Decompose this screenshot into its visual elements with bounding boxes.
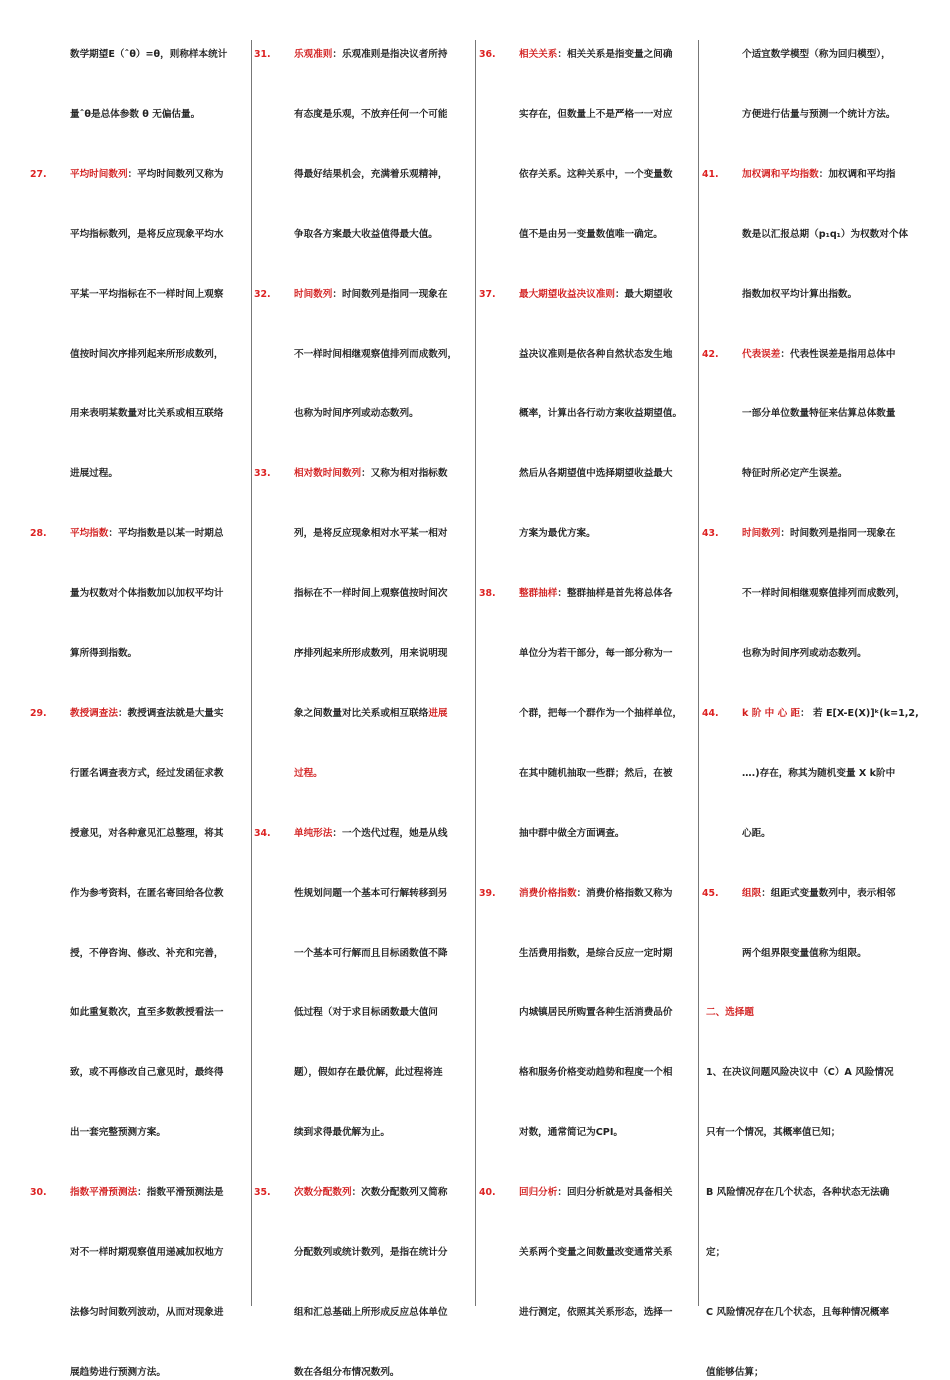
item-number: 41. bbox=[702, 168, 719, 180]
definition-text: 心距。 bbox=[742, 827, 771, 839]
definition-first-line bbox=[294, 1186, 474, 1200]
definition-text: ：相关关系是指变量之间确 bbox=[557, 49, 673, 60]
term-label: 乐观准则 bbox=[294, 49, 333, 60]
definition-text: 数是以汇报总期（p₁q₁）为权数对个体 bbox=[742, 228, 909, 240]
item-number: 33. bbox=[254, 468, 271, 480]
definition-text: 对不一样时期观察值用递减加权地方 bbox=[70, 1247, 224, 1258]
term-label: 代表误差 bbox=[742, 348, 781, 360]
item-number: 42. bbox=[702, 348, 719, 360]
term-label: 平均指数 bbox=[70, 528, 109, 540]
definition-text: 进行测定，依照其关系形态，选择一 bbox=[519, 1306, 673, 1318]
item-number: 39. bbox=[479, 887, 496, 899]
definition-first-line bbox=[70, 1186, 251, 1200]
definition-text: ：最大期望收 bbox=[614, 288, 673, 300]
term-label: 组限 bbox=[742, 887, 762, 899]
definition-text: ：平均时间数列又称为 bbox=[127, 168, 224, 180]
definition-text: 方便进行估量与预测一个统计方法。 bbox=[742, 108, 896, 120]
definition-first-line bbox=[294, 288, 474, 302]
definition-text: 生活费用指数，是综合反应一定时期 bbox=[519, 947, 673, 959]
definition-text: 也称为时间序列或动态数列。 bbox=[294, 408, 419, 420]
definition-text: 值按时间次序排列起来所形成数列， bbox=[70, 348, 224, 360]
definition-text: 不一样时间相继观察值排列而成数列， bbox=[294, 348, 458, 360]
definition-first-line bbox=[742, 348, 920, 362]
definition-first-line bbox=[519, 1186, 698, 1200]
term-label: 加权调和平均指数 bbox=[742, 168, 819, 180]
column-1 bbox=[30, 40, 251, 1378]
question-text: 只有一个情况，其概率值已知； bbox=[706, 1127, 841, 1139]
definition-text: ….)存在，称其为随机变量 X k阶中 bbox=[742, 767, 896, 779]
column-2 bbox=[254, 40, 474, 1378]
item-number: 37. bbox=[479, 288, 496, 300]
definition-text: 指标在不一样时间上观察值按时间次 bbox=[294, 588, 448, 600]
section-heading: 二、选择题 bbox=[706, 1007, 754, 1019]
definition-text bbox=[294, 707, 474, 721]
definition-text: 性规划问题一个基本可行解转移到另 bbox=[294, 887, 448, 899]
definition-text: ：次数分配数列又简称 bbox=[351, 1187, 448, 1199]
definition-first-line bbox=[70, 527, 251, 541]
definition-text: 平某一平均指标在不一样时间上观察 bbox=[70, 288, 224, 300]
definition-text: 授意见，对各种意见汇总整理，将其 bbox=[70, 827, 224, 839]
definition-first-line bbox=[294, 467, 474, 481]
item-number: 31. bbox=[254, 49, 271, 60]
item-number: 45. bbox=[702, 887, 719, 899]
item-number: 34. bbox=[254, 827, 271, 839]
definition-text: 序排列起来所形成数列，用来说明现 bbox=[294, 648, 448, 659]
definition-first-line bbox=[742, 887, 920, 901]
term-label: 教授调查法 bbox=[70, 707, 118, 719]
definition-first-line bbox=[519, 887, 698, 901]
definition-text: ：指数平滑预测法是 bbox=[137, 1187, 224, 1199]
definition-first-line bbox=[294, 48, 474, 62]
definition-text: 概率，计算出各行动方案收益期望值。 bbox=[519, 408, 683, 420]
definition-text: 争取各方案最大收益值得最大值。 bbox=[294, 228, 438, 240]
column-divider bbox=[698, 40, 699, 1306]
term-label: k 阶 中 心 距 bbox=[742, 707, 801, 719]
term-label: 次数分配数列 bbox=[294, 1187, 352, 1199]
definition-first-line bbox=[519, 288, 698, 302]
item-number: 38. bbox=[479, 588, 496, 600]
definition-text: ：消费价格指数又称为 bbox=[576, 887, 673, 899]
definition-text: ：代表性误差是指用总体中 bbox=[780, 348, 896, 360]
definition-text: 组和汇总基础上所形成反应总体单位 bbox=[294, 1306, 448, 1318]
definition-text: 然后从各期望值中选择期望收益最大 bbox=[519, 468, 673, 480]
definition-text: ：时间数列是指同一现象在 bbox=[780, 528, 896, 540]
definition-text: 值不是由另一变量数值唯一确定。 bbox=[519, 228, 663, 240]
term-label: 时间数列 bbox=[742, 528, 781, 540]
definition-text: 内城镇居民所购置各种生活消费品价 bbox=[519, 1007, 673, 1019]
definition-text: 两个组界限变量值称为组限。 bbox=[742, 947, 867, 959]
item-number: 28. bbox=[30, 528, 47, 540]
item-number: 36. bbox=[479, 49, 496, 60]
definition-text: 对数，通常简记为CPI。 bbox=[519, 1127, 623, 1139]
item-number: 40. bbox=[479, 1187, 496, 1199]
question-text: C 风险情况存在几个状态，且每种情况概率 bbox=[706, 1306, 890, 1318]
column-divider bbox=[251, 40, 252, 1306]
definition-text: 过程。 bbox=[294, 767, 323, 779]
term-label: 相对数时间数列 bbox=[294, 468, 362, 480]
definition-text: 致，或不再修改自己意见时，最终得 bbox=[70, 1067, 224, 1079]
definition-first-line bbox=[742, 707, 920, 721]
definition-text: 抽中群中做全方面调查。 bbox=[519, 827, 625, 839]
definition-first-line bbox=[294, 827, 474, 841]
question-text: 值能够估算； bbox=[706, 1366, 764, 1378]
definition-text: 低过程（对于求目标函数最大值问 bbox=[294, 1007, 438, 1019]
term-label: 整群抽样 bbox=[519, 588, 558, 600]
item-number: 32. bbox=[254, 288, 271, 300]
definition-text: 展趋势进行预测方法。 bbox=[70, 1366, 166, 1378]
definition-text: 个适宜数学模型（称为回归模型）， bbox=[742, 49, 891, 60]
highlighted-text: 进展 bbox=[428, 707, 448, 719]
definition-text: 行匿名调查表方式，经过发函征求教 bbox=[70, 767, 224, 779]
definition-text: 法修匀时间数列波动，从而对现象进 bbox=[70, 1306, 224, 1318]
term-label: 消费价格指数 bbox=[519, 887, 577, 899]
definition-text: ：组距式变量数列中，表示相邻 bbox=[761, 887, 896, 899]
definition-text: 平均指标数列，是将反应现象平均水 bbox=[70, 228, 224, 240]
definition-text: 依存关系。这种关系中，一个变量数 bbox=[519, 168, 673, 180]
definition-text: 格和服务价格变动趋势和程度一个相 bbox=[519, 1067, 673, 1079]
item-number: 27. bbox=[30, 168, 47, 180]
item-number: 35. bbox=[254, 1187, 271, 1199]
definition-first-line bbox=[742, 527, 920, 541]
column-divider bbox=[475, 40, 476, 1306]
definition-text: 实存在，但数量上不是严格一一对应 bbox=[519, 108, 673, 120]
definition-text: 有态度是乐观，不放弃任何一个可能 bbox=[294, 108, 448, 120]
question-text: 定； bbox=[706, 1247, 726, 1258]
definition-text: 也称为时间序列或动态数列。 bbox=[742, 648, 867, 659]
definition-text: 授，不停咨询、修改、补充和完善， bbox=[70, 947, 224, 959]
definition-text: 如此重复数次，直至多数教授看法一 bbox=[70, 1007, 224, 1019]
definition-text: 特征时所必定产生误差。 bbox=[742, 468, 848, 480]
definition-text: 方案为最优方案。 bbox=[519, 528, 596, 540]
definition-text: 用来表明某数量对比关系或相互联络 bbox=[70, 408, 224, 420]
definition-first-line bbox=[519, 48, 698, 62]
term-label: 指数平滑预测法 bbox=[70, 1187, 138, 1199]
definition-first-line bbox=[742, 168, 920, 182]
term-label: 单纯形法 bbox=[294, 827, 333, 839]
question-text: B 风险情况存在几个状态，各种状态无法确 bbox=[706, 1187, 890, 1199]
definition-text: 一部分单位数量特征来估算总体数量 bbox=[742, 408, 896, 420]
definition-text: ：一个迭代过程，她是从线 bbox=[332, 827, 448, 839]
definition-first-line bbox=[70, 707, 251, 721]
definition-text: ：教授调查法就是大量实 bbox=[117, 707, 224, 719]
column-3 bbox=[479, 40, 698, 1318]
item-number: 44. bbox=[702, 707, 719, 719]
definition-text: 量ˆθ是总体参数 θ 无偏估量。 bbox=[70, 108, 201, 120]
definition-first-line bbox=[70, 168, 251, 182]
definition-text: 列，是将反应现象相对水平某一相对 bbox=[294, 528, 448, 540]
term-label: 回归分析 bbox=[519, 1187, 558, 1199]
item-number: 43. bbox=[702, 528, 719, 540]
definition-text: 得最好结果机会，充满着乐观精神， bbox=[294, 168, 448, 180]
definition-text: 进展过程。 bbox=[70, 468, 118, 480]
item-number: 30. bbox=[30, 1187, 47, 1199]
column-4 bbox=[702, 40, 920, 1378]
definition-text: 象之间数量对比关系或相互联络 bbox=[294, 707, 429, 719]
definition-text: ：回归分析就是对具备相关 bbox=[557, 1187, 673, 1199]
definition-text: 量为权数对个体指数加以加权平均计 bbox=[70, 588, 224, 600]
definition-text: 出一套完整预测方案。 bbox=[70, 1127, 166, 1139]
definition-text: ：又称为相对指标数 bbox=[361, 468, 448, 480]
definition-text: ：整群抽样是首先将总体各 bbox=[557, 588, 673, 600]
definition-first-line bbox=[519, 587, 698, 601]
definition-text: 数学期望E（ˆθ）=θ，则称样本统计 bbox=[70, 49, 228, 60]
definition-text: 续到求得最优解为止。 bbox=[294, 1127, 390, 1139]
term-label: 时间数列 bbox=[294, 288, 333, 300]
term-label: 最大期望收益决议准则 bbox=[519, 288, 615, 300]
definition-text: ： 若 E[X-E(X)]ᵏ(k=1,2, bbox=[800, 707, 919, 719]
definition-text: 在其中随机抽取一些群；然后，在被 bbox=[519, 767, 673, 779]
definition-text: 不一样时间相继观察值排列而成数列， bbox=[742, 588, 906, 600]
definition-text: ：平均指数是以某一时期总 bbox=[108, 528, 224, 540]
item-number: 29. bbox=[30, 707, 47, 719]
definition-text: 一个基本可行解而且目标函数值不降 bbox=[294, 947, 448, 959]
definition-text: 作为参考资料，在匿名寄回给各位教 bbox=[70, 887, 224, 899]
question-text: 1、在决议问题风险决议中（C）A 风险情况 bbox=[706, 1067, 894, 1079]
definition-text: ：乐观准则是指决议者所持 bbox=[332, 49, 448, 60]
definition-text: 个群，把每一个群作为一个抽样单位， bbox=[519, 707, 683, 719]
term-label: 相关关系 bbox=[519, 49, 558, 60]
definition-text: 单位分为若干部分，每一部分称为一 bbox=[519, 648, 673, 659]
definition-text: 指数加权平均计算出指数。 bbox=[742, 288, 858, 300]
definition-text: ：加权调和平均指 bbox=[818, 168, 896, 180]
definition-text: 数在各组分布情况数列。 bbox=[294, 1366, 400, 1378]
definition-text: 分配数列或统计数列，是指在统计分 bbox=[294, 1247, 448, 1258]
definition-text: 题），假如存在最优解，此过程将连 bbox=[294, 1067, 443, 1079]
definition-text: ：时间数列是指同一现象在 bbox=[332, 288, 448, 300]
term-label: 平均时间数列 bbox=[70, 168, 128, 180]
definition-text: 算所得到指数。 bbox=[70, 648, 138, 659]
definition-text: 益决议准则是依各种自然状态发生地 bbox=[519, 348, 673, 360]
definition-text: 关系两个变量之间数量改变通常关系 bbox=[519, 1247, 673, 1258]
